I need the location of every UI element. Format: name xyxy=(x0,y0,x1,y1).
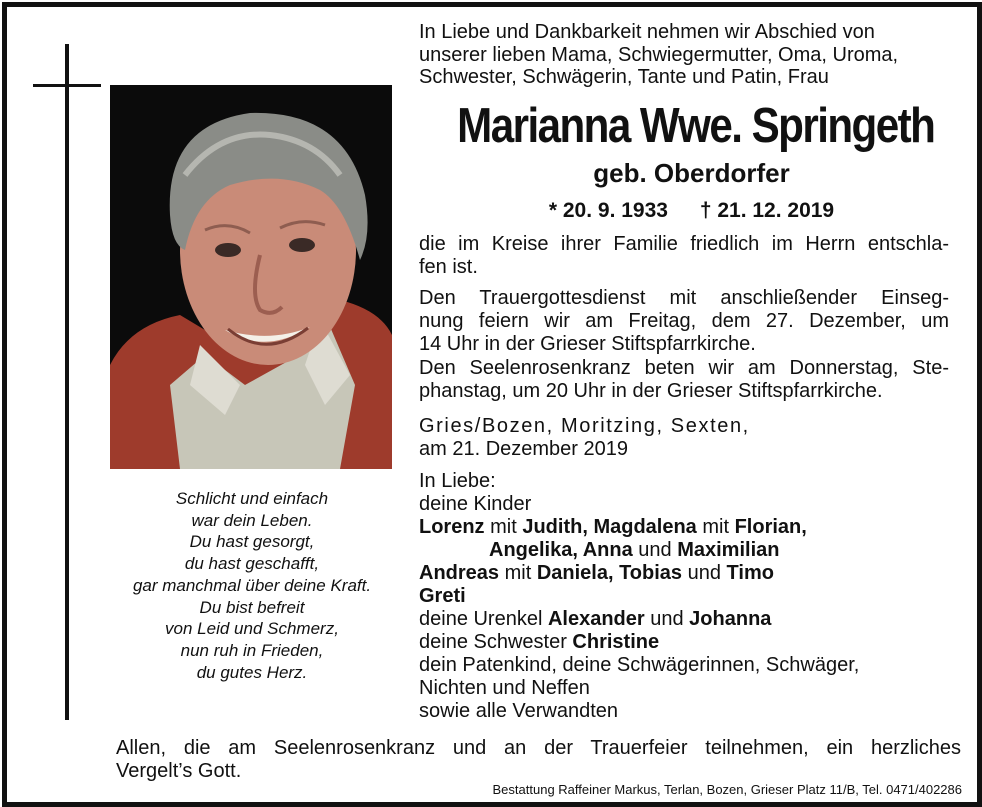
intro-line: Schwester, Schwägerin, Tante und Patin, Frau xyxy=(419,66,829,88)
poem-line: nun ruh in Frieden, xyxy=(180,640,324,660)
mourners-heading: In Liebe: xyxy=(419,470,496,492)
mourners-list xyxy=(419,470,959,723)
death-date: † 21. 12. 2019 xyxy=(699,199,835,222)
family-line: Nichten und Neffen xyxy=(419,677,590,699)
funeral-line: nung feiern wir am Freitag, dem 27. Dezember, um xyxy=(419,310,949,332)
family-name: Florian, xyxy=(734,516,807,538)
rosary-line: Den Seelenrosenkranz beten wir am Donnerstag, Ste- xyxy=(419,357,949,379)
family-name: Maximilian xyxy=(677,539,780,561)
intro-line: unserer lieben Mama, Schwiegermutter, Oma, Uroma, xyxy=(419,43,899,66)
portrait-illustration xyxy=(110,85,392,469)
poem xyxy=(107,488,397,683)
relation-label: deine Urenkel xyxy=(419,608,548,630)
family-name: Alexander xyxy=(547,608,645,630)
connector: und xyxy=(682,562,727,584)
intro-line: In Liebe und Dankbarkeit nehmen wir Abschied von xyxy=(419,21,875,43)
passing-line: fen ist. xyxy=(419,256,478,278)
family-line xyxy=(419,608,959,631)
family-line xyxy=(419,516,959,539)
obituary-card xyxy=(2,2,982,807)
rosary-text xyxy=(419,357,949,403)
family-line xyxy=(419,562,959,585)
children-label: deine Kinder xyxy=(419,493,532,515)
family-name: Timo xyxy=(726,562,774,584)
birth-date: * 20. 9. 1933 xyxy=(548,199,668,222)
undertaker-info: Bestattung Raffeiner Markus, Terlan, Bozen, Grieser Platz 11/B, Tel. 0471/402286 xyxy=(492,782,962,797)
family-name: Andreas xyxy=(419,562,500,584)
funeral-text xyxy=(419,287,949,356)
date: am 21. Dezember 2019 xyxy=(419,438,629,460)
portrait-photo xyxy=(110,85,392,469)
poem-line: gar manchmal über deine Kraft. xyxy=(132,575,372,595)
connector: mit xyxy=(484,516,523,538)
thanks-line: Allen, die am Seelenrosenkranz und an der Trauerfeier teilnehmen, ein herzliches xyxy=(116,737,961,759)
place-date xyxy=(419,415,949,461)
family-line: sowie alle Verwandten xyxy=(419,700,619,722)
poem-line: du gutes Herz. xyxy=(196,662,308,682)
funeral-line: Den Trauergottesdienst mit anschließender Einseg- xyxy=(419,287,949,309)
connector: mit xyxy=(696,516,735,538)
family-name: Daniela, Tobias xyxy=(536,562,683,584)
life-dates xyxy=(419,197,964,225)
thanks-line: Vergelt’s Gott. xyxy=(116,760,242,782)
deceased-name: Marianna Wwe. Springeth xyxy=(457,99,935,153)
intro-text xyxy=(419,21,964,89)
poem-line: war dein Leben. xyxy=(191,510,313,530)
family-line: dein Patenkind, deine Schwägerinnen, Schwäger, xyxy=(419,654,860,676)
funeral-line: 14 Uhr in der Grieser Stiftspfarrkirche. xyxy=(419,333,756,355)
relation-label: deine Schwester xyxy=(419,631,573,653)
family-name: Johanna xyxy=(689,608,772,630)
thanks-text xyxy=(116,737,961,783)
poem-line: du hast geschafft, xyxy=(184,554,320,574)
place: Gries/Bozen, Moritzing, Sexten, xyxy=(419,415,750,437)
poem-line: Schlicht und einfach xyxy=(175,489,329,508)
family-name: Angelika, Anna xyxy=(489,539,633,561)
family-line xyxy=(419,631,959,654)
family-name: Judith, Magdalena xyxy=(522,516,697,538)
poem-line: Du bist befreit xyxy=(199,597,305,617)
passing-line: die im Kreise ihrer Familie friedlich im Herrn entschla- xyxy=(419,233,949,255)
connector: und xyxy=(644,608,690,630)
family-name: Greti xyxy=(419,585,466,607)
poem-line: Du hast gesorgt, xyxy=(189,532,315,552)
family-line xyxy=(419,585,959,608)
maiden-name: geb. Oberdorfer xyxy=(593,158,790,188)
family-name: Lorenz xyxy=(419,516,485,538)
cross-icon xyxy=(65,44,69,720)
connector: mit xyxy=(499,562,537,584)
passing-text xyxy=(419,233,949,279)
rosary-line: phanstag, um 20 Uhr in der Grieser Stiftspfarrkirche. xyxy=(419,380,883,402)
family-line xyxy=(419,539,959,562)
poem-line: von Leid und Schmerz, xyxy=(165,619,339,639)
cross-icon-bar xyxy=(33,84,101,87)
connector: und xyxy=(632,539,678,561)
family-name: Christine xyxy=(572,631,660,653)
